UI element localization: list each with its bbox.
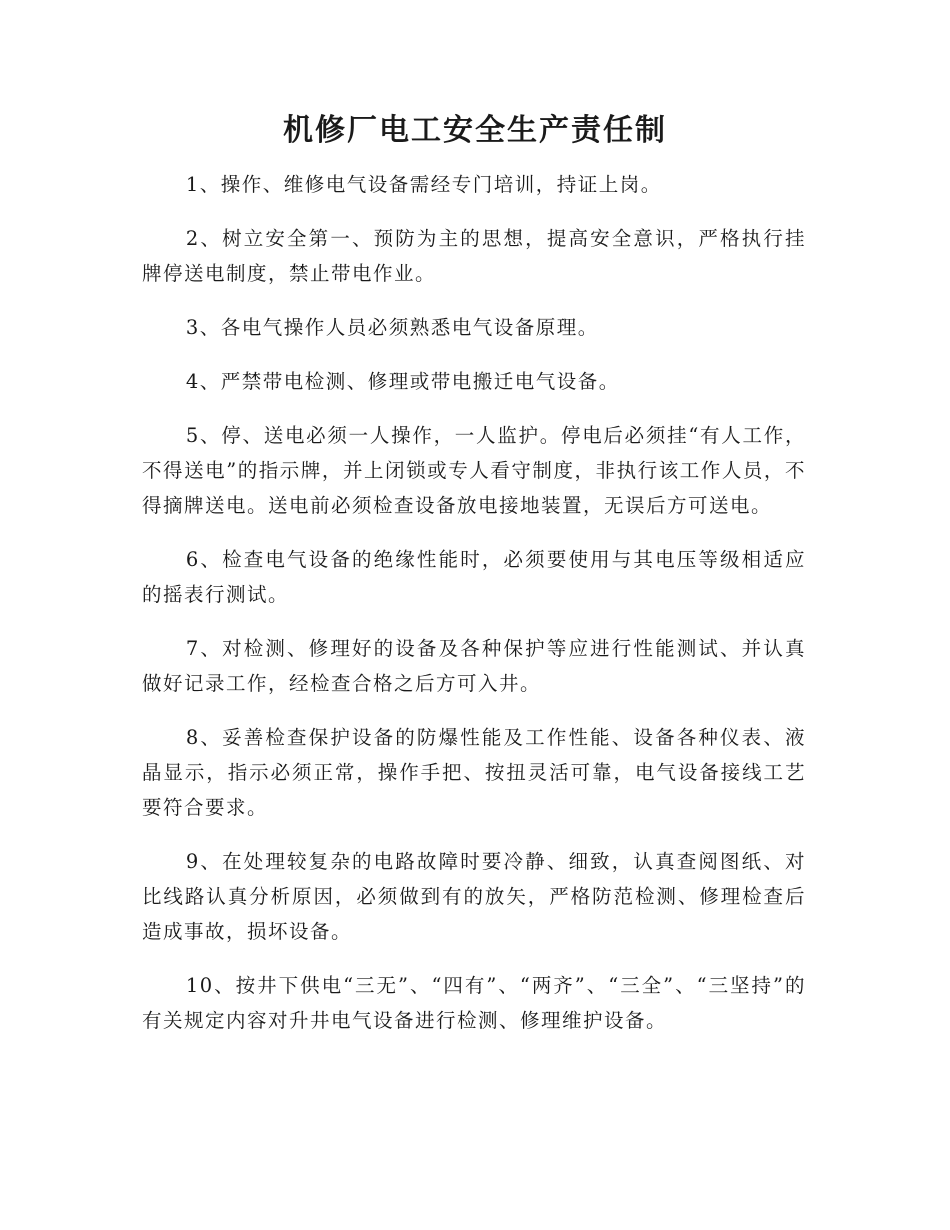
rule-paragraph-9: 9、在处理较复杂的电路故障时要冷静、细致，认真查阅图纸、对比线路认真分析原因，必须做到有的放矢，严格防范检测、修理检查后造成事故，损坏设备。 (142, 850, 806, 943)
document-body (142, 167, 806, 1057)
rule-paragraph-1: 1、操作、维修电气设备需经专门培训，持证上岗。 (185, 173, 662, 196)
rule-paragraph-2: 2、树立安全第一、预防为主的思想，提高安全意识，严格执行挂牌停送电制度，禁止带电作业。 (142, 227, 806, 285)
document-title: 机修厂电工安全生产责任制 (283, 113, 667, 148)
rule-paragraph-10: 10、按井下供电“三无”、“四有”、“两齐”、“三全”、“三坚持”的有关规定内容对升井电气设备进行检测、修理维护设备。 (142, 974, 806, 1032)
rule-paragraph-4: 4、严禁带电检测、修理或带电搬迁电气设备。 (185, 370, 620, 393)
rule-paragraph-3: 3、各电气操作人员必须熟悉电气设备原理。 (185, 316, 599, 339)
rule-paragraph-5: 5、停、送电必须一人操作，一人监护。停电后必须挂“有人工作，不得送电”的指示牌，并上闭锁或专人看守制度，非执行该工作人员，不得摘牌送电。送电前必须检查设备放电接地装置，无误后方可送电。 (142, 424, 806, 517)
rule-paragraph-8: 8、妥善检查保护设备的防爆性能及工作性能、设备各种仪表、液晶显示，指示必须正常，操作手把、按扭灵活可靠，电气设备接线工艺要符合要求。 (142, 726, 806, 819)
rule-paragraph-6: 6、检查电气设备的绝缘性能时，必须要使用与其电压等级相适应的摇表行测试。 (142, 548, 806, 606)
rule-paragraph-7: 7、对检测、修理好的设备及各种保护等应进行性能测试、并认真做好记录工作，经检查合格之后方可入井。 (142, 637, 806, 695)
